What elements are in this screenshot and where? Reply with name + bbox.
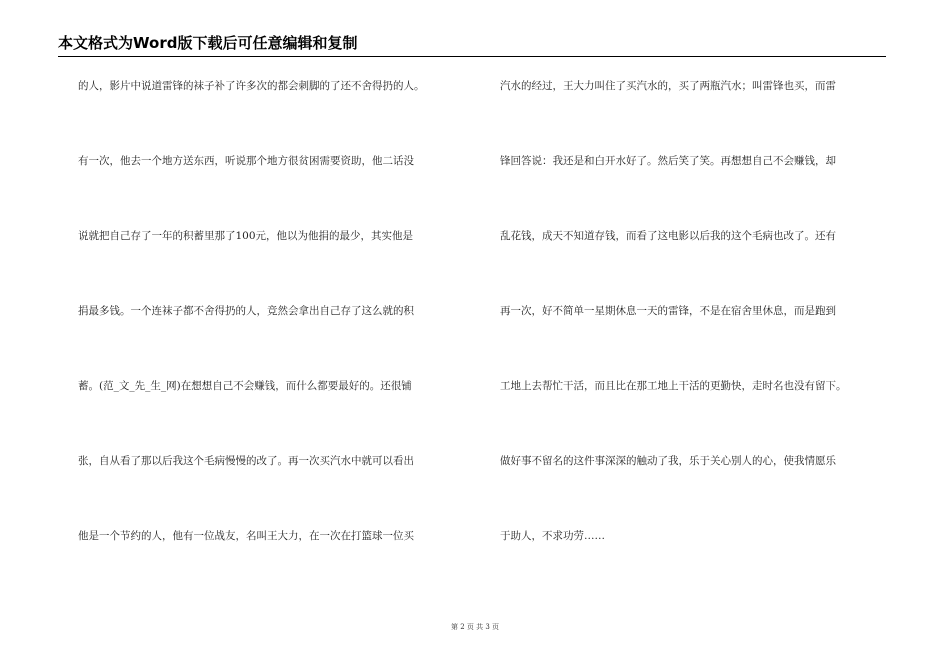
text-line: 的人，影片中说道雷锋的袜子补了许多次的都会刺脚的了还不舍得扔的人。 <box>78 80 425 92</box>
left-text-column <box>78 76 473 601</box>
text-line: 再一次，好不简单一星期休息一天的雷锋，不是在宿舍里休息，而是跑到 <box>500 305 836 317</box>
text-line: 工地上去帮忙干活，而且比在那工地上干活的更勤快，走时名也没有留下。 <box>500 380 847 392</box>
header-divider <box>58 56 886 57</box>
text-line: 张，自从看了那以后我这个毛病慢慢的改了。再一次买汽水中就可以看出 <box>78 455 414 467</box>
right-text-column <box>500 76 895 601</box>
text-line: 他是一个节约的人，他有一位战友，名叫王大力，在一次在打篮球一位买 <box>78 530 414 542</box>
header-title: 本文格式为Word版下载后可任意编辑和复制 <box>58 34 358 52</box>
text-line: 于助人，不求功劳…… <box>500 530 605 542</box>
text-line: 锋回答说：我还是和白开水好了。然后笑了笑。再想想自己不会赚钱，却 <box>500 155 836 167</box>
page-number-footer: 第 2 页 共 3 页 <box>450 623 500 631</box>
text-line: 乱花钱，成天不知道存钱，而看了这电影以后我的这个毛病也改了。还有 <box>500 230 836 242</box>
text-line: 汽水的经过，王大力叫住了买汽水的，买了两瓶汽水；叫雷锋也买，而雷 <box>500 80 836 92</box>
document-header <box>58 34 886 54</box>
text-line: 捐最多钱。一个连袜子都不舍得扔的人，竞然会拿出自己存了这么就的积 <box>78 305 414 317</box>
text-line: 有一次，他去一个地方送东西，听说那个地方很贫困需要资助，他二话没 <box>78 155 414 167</box>
text-line: 说就把自己存了一年的积蓄里那了100元，他以为他捐的最少，其实他是 <box>78 230 414 242</box>
text-line: 蓄。(范_文_先_生_网)在想想自己不会赚钱，而什么都要最好的。还很铺 <box>78 380 412 392</box>
text-line: 做好事不留名的这件事深深的触动了我，乐于关心别人的心，使我情愿乐 <box>500 455 836 467</box>
